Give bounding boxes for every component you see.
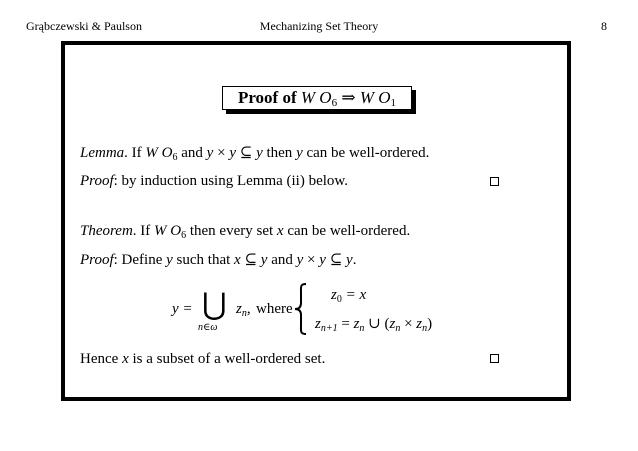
tp-y3: y: [296, 252, 304, 268]
case2-close: ): [427, 316, 433, 332]
theorem-rest: can be well-ordered.: [283, 223, 411, 239]
lemma-proof-text: : by induction using Lemma (ii) below.: [113, 173, 349, 189]
theorem-proof: [80, 251, 356, 269]
tp-subset1: ⊆: [240, 252, 261, 268]
case2-z4: z: [416, 316, 423, 332]
theorem-proof-define: : Define: [113, 252, 167, 268]
conclusion-rest: is a subset of a well-ordered set.: [128, 351, 326, 367]
case-step: [315, 315, 432, 333]
case1-sub: 0: [336, 294, 342, 305]
page-number: 8: [601, 19, 607, 33]
term-z: z: [236, 301, 242, 317]
qed-square-icon: [490, 354, 499, 363]
tp-x: x: [234, 252, 241, 268]
lemma-statement: [80, 144, 429, 162]
lemma-then: then: [262, 145, 297, 161]
theorem-statement: [80, 222, 410, 240]
case1-rhs: = x: [341, 287, 367, 303]
case1-z: z: [331, 287, 337, 303]
conclusion: [80, 350, 325, 368]
title-wo6-sub: 6: [331, 97, 338, 109]
title-wo1: W O: [359, 88, 391, 107]
case2-times: ×: [400, 316, 417, 332]
title-box: [222, 86, 412, 110]
case2-union: ∪ (: [364, 316, 390, 332]
header-title: Mechanizing Set Theory: [259, 19, 379, 33]
term-sub: n: [241, 308, 247, 319]
tp-times: ×: [303, 252, 320, 268]
equation-lhs: y =: [172, 301, 193, 317]
lemma-and: and: [177, 145, 207, 161]
slide-title: [222, 86, 417, 114]
lemma-subset: ⊆: [235, 145, 257, 161]
lemma-wo-sub: 6: [172, 152, 178, 163]
tp-y5: y: [346, 252, 353, 268]
lemma-times: ×: [213, 145, 230, 161]
equation-term: [236, 300, 251, 318]
case2-eq: =: [337, 316, 354, 332]
conclusion-x: x: [122, 351, 129, 367]
lemma-y3: y: [256, 145, 263, 161]
case2-sub4: n: [422, 323, 428, 334]
case-base: [331, 286, 366, 304]
tp-y1: y: [166, 252, 173, 268]
lemma-y1: y: [206, 145, 214, 161]
lemma-proof: [80, 172, 348, 190]
case2-sub: n+1: [320, 323, 338, 334]
tp-subset2: ⊆: [325, 252, 347, 268]
qed-square-icon: [490, 177, 499, 186]
tp-and: and: [267, 252, 297, 268]
header-authors: Grąbczewski & Paulson: [26, 19, 142, 33]
lemma-label: Lemma: [80, 145, 125, 161]
lemma-proof-label: Proof: [80, 173, 114, 189]
lemma-wo: W O: [145, 145, 173, 161]
lemma-y2: y: [229, 145, 236, 161]
case2-z3: z: [389, 316, 396, 332]
theorem-wo: W O: [154, 223, 182, 239]
case2-z: z: [315, 316, 321, 332]
bigcup-symbol: ⋃: [202, 288, 227, 321]
case2-z2: z: [353, 316, 360, 332]
lemma-y4: y: [296, 145, 303, 161]
term-comma: ,: [246, 301, 251, 317]
conclusion-hence: Hence: [80, 351, 123, 367]
title-proof-of: Proof of: [237, 88, 297, 107]
theorem-wo-sub: 6: [181, 230, 187, 241]
theorem-x: x: [276, 223, 284, 239]
tp-y4: y: [319, 252, 326, 268]
tp-end: .: [352, 252, 357, 268]
lemma-if: . If: [124, 145, 146, 161]
case2-sub3: n: [395, 323, 401, 334]
tp-such: such that: [172, 252, 235, 268]
tp-y2: y: [260, 252, 268, 268]
lemma-rest: can be well-ordered.: [302, 145, 430, 161]
case2-sub2: n: [359, 323, 365, 334]
title-arrow: ⇒: [341, 88, 356, 107]
theorem-proof-label: Proof: [80, 252, 114, 268]
theorem-if: . If: [132, 223, 155, 239]
theorem-label: Theorem: [80, 223, 133, 239]
left-brace-icon: [293, 283, 309, 335]
title-wo6: W O: [300, 88, 332, 107]
equation-where: where: [256, 301, 293, 317]
bigcup-index: n∈ω: [198, 322, 218, 333]
theorem-then: then every set: [186, 223, 277, 239]
title-wo1-sub: 1: [390, 97, 397, 109]
